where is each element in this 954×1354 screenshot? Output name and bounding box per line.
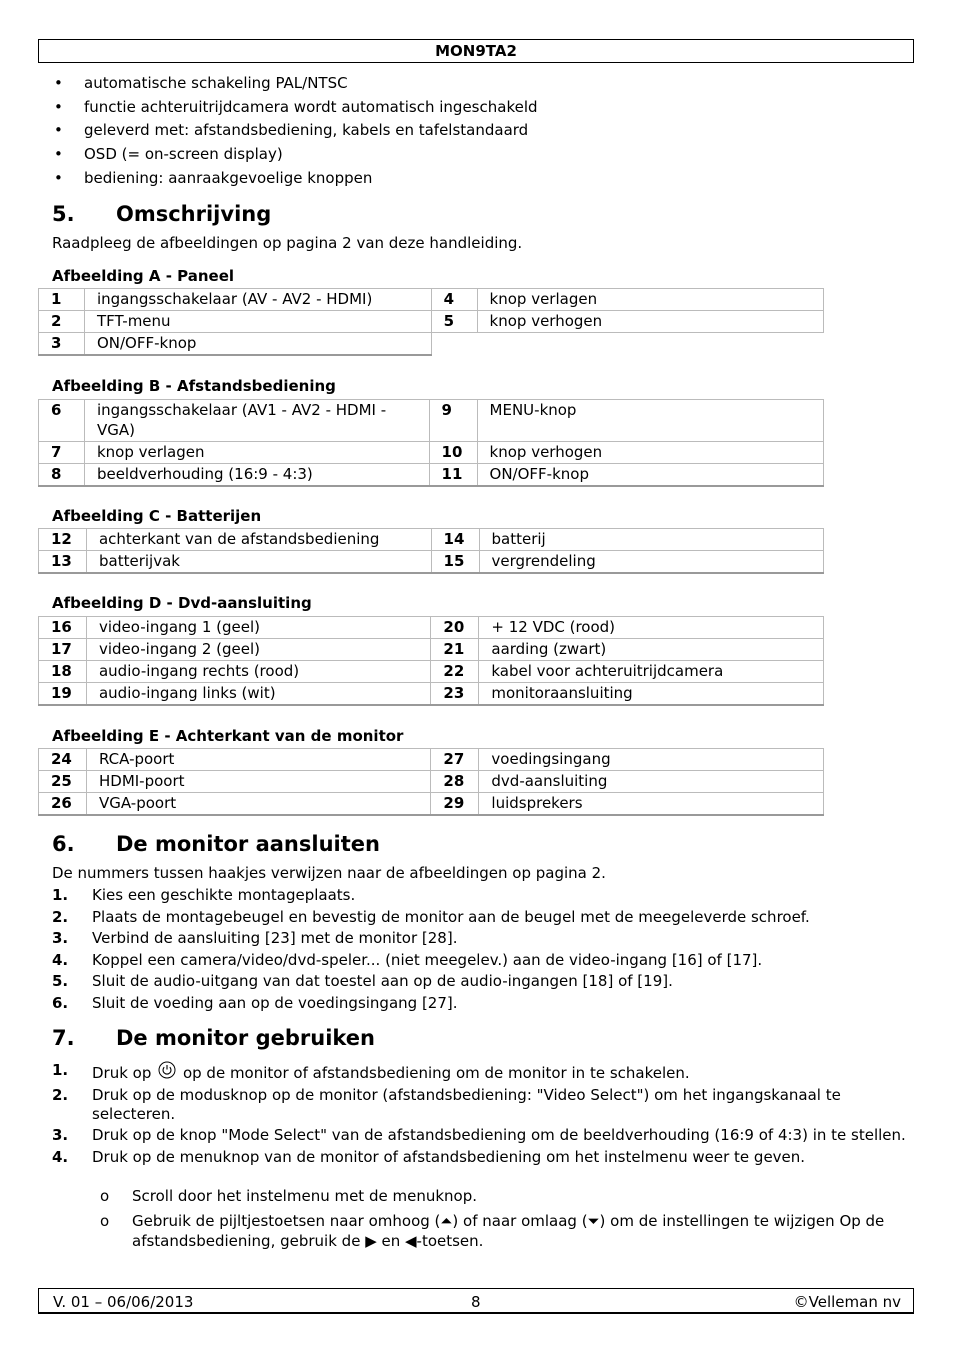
- step-number: 2.: [52, 1085, 69, 1104]
- section-number: 7.: [52, 1026, 75, 1050]
- step-text: Druk op de menuknop van de monitor of afstandsbediening om het instelmenu weer te geven.: [92, 1147, 806, 1166]
- step-number: 4.: [52, 950, 69, 969]
- item-label: batterijvak: [86, 551, 431, 573]
- list-item: [52, 994, 912, 1013]
- figure-d-table: [38, 616, 824, 706]
- section-number: 5.: [52, 202, 75, 226]
- table-row: [39, 683, 824, 705]
- item-label: batterij: [479, 529, 823, 551]
- figure-b-caption: Afbeelding B - Afstandsbediening: [52, 377, 336, 395]
- item-label: knop verlagen: [84, 442, 429, 464]
- connect-steps: [52, 886, 912, 1016]
- item-label: achterkant van de afstandsbediening: [86, 529, 431, 551]
- empty-cell: [431, 333, 823, 355]
- section-5-heading: [52, 202, 271, 226]
- power-icon: [158, 1061, 176, 1079]
- step-number: 6.: [52, 993, 69, 1012]
- list-item: [52, 951, 912, 970]
- sub-text: Gebruik de pijltjestoetsen naar omhoog (⏶) of naar omlaag (⏷) om de instellingen te wijzigen Op de afstandsbediening, gebruik de ▶ en ◀-toetsen.: [132, 1212, 885, 1250]
- step-text-pre: Druk op: [92, 1064, 152, 1082]
- header-title: MON9TA2: [435, 42, 517, 60]
- item-label: voedingsingang: [479, 749, 824, 771]
- list-item: • automatische schakeling PAL/NTSC: [52, 72, 538, 96]
- item-number: 20: [431, 617, 479, 639]
- section-title: De monitor aansluiten: [116, 832, 380, 856]
- table-row: [39, 442, 824, 464]
- table-row: [39, 529, 824, 551]
- item-number: 23: [431, 683, 479, 705]
- table-row: [39, 400, 824, 442]
- usage-steps: [52, 1061, 912, 1169]
- item-number: 22: [431, 661, 479, 683]
- section-5-intro: Raadpleeg de afbeeldingen op pagina 2 van deze handleiding.: [52, 234, 523, 252]
- item-label: MENU-knop: [477, 400, 823, 442]
- item-label: beeldverhouding (16:9 - 4:3): [84, 464, 429, 486]
- item-label: HDMI-poort: [86, 771, 430, 793]
- step-text: Sluit de voeding aan op de voedingsingang [27].: [92, 993, 458, 1012]
- table-row: [39, 289, 824, 311]
- item-number: 3: [39, 333, 85, 355]
- list-item: [52, 1126, 912, 1145]
- item-label: VGA-poort: [86, 793, 430, 815]
- page-header: [38, 39, 914, 63]
- item-label: ON/OFF-knop: [477, 464, 823, 486]
- table-row: [39, 771, 824, 793]
- item-number: 14: [431, 529, 479, 551]
- item-label: video-ingang 2 (geel): [86, 639, 430, 661]
- item-number: 10: [429, 442, 477, 464]
- table-row: [39, 464, 824, 486]
- item-label: knop verhogen: [477, 442, 823, 464]
- step-number: 3.: [52, 929, 69, 948]
- step-number: 1.: [52, 886, 69, 904]
- table-row: [39, 617, 824, 639]
- step-text: Druk op de knop "Mode Select" van de afstandsbediening om de beeldverhouding (16:9 of 4:3) in te stellen.: [92, 1126, 906, 1145]
- item-number: 26: [39, 793, 87, 815]
- step-number: 1.: [52, 1061, 69, 1079]
- list-item: [52, 929, 912, 948]
- item-number: 4: [431, 289, 477, 311]
- table-row: [39, 793, 824, 815]
- footer-version: V. 01 – 06/06/2013: [53, 1293, 194, 1311]
- list-item: [52, 908, 912, 927]
- item-number: 13: [39, 551, 87, 573]
- sub-text: Scroll door het instelmenu met de menuknop.: [132, 1187, 477, 1205]
- section-7-heading: [52, 1026, 375, 1050]
- step-text: Plaats de montagebeugel en bevestig de monitor aan de beugel met de meegeleverde schroef.: [92, 907, 810, 926]
- item-number: 8: [39, 464, 85, 486]
- step-number: 4.: [52, 1147, 69, 1166]
- item-number: 18: [39, 661, 87, 683]
- list-item: [100, 1186, 900, 1206]
- list-item: [52, 1148, 912, 1167]
- item-number: 9: [429, 400, 477, 442]
- list-item: • geleverd met: afstandsbediening, kabels en tafelstandaard: [52, 119, 538, 143]
- item-label: audio-ingang links (wit): [86, 683, 430, 705]
- item-label: ingangsschakelaar (AV1 - AV2 - HDMI - VGA): [84, 400, 429, 442]
- item-number: 16: [39, 617, 87, 639]
- item-label: video-ingang 1 (geel): [86, 617, 430, 639]
- item-number: 29: [431, 793, 479, 815]
- list-item: • OSD (= on-screen display): [52, 143, 538, 167]
- section-number: 6.: [52, 832, 75, 856]
- figure-e-caption: Afbeelding E - Achterkant van de monitor: [52, 727, 404, 745]
- section-6-heading: [52, 832, 380, 856]
- item-number: 5: [431, 311, 477, 333]
- list-item: • functie achteruitrijdcamera wordt automatisch ingeschakeld: [52, 96, 538, 120]
- step-text: Koppel een camera/video/dvd-speler... (niet meegelev.) aan de video-ingang [16] of [17].: [92, 950, 763, 969]
- figure-d-caption: Afbeelding D - Dvd-aansluiting: [52, 594, 312, 612]
- list-item: [52, 972, 912, 991]
- item-label: luidsprekers: [479, 793, 824, 815]
- item-label: knop verhogen: [477, 311, 823, 333]
- feature-list: [52, 72, 538, 190]
- table-row: [39, 333, 824, 355]
- item-number: 27: [431, 749, 479, 771]
- table-row: [39, 311, 824, 333]
- figure-b-table: [38, 399, 824, 487]
- step-number: 2.: [52, 907, 69, 926]
- step-text: Kies een geschikte montageplaats.: [92, 886, 356, 904]
- section-title: Omschrijving: [116, 202, 272, 226]
- item-label: aarding (zwart): [479, 639, 824, 661]
- section-title: De monitor gebruiken: [116, 1026, 375, 1050]
- item-number: 12: [39, 529, 87, 551]
- item-number: 11: [429, 464, 477, 486]
- step-number: 5.: [52, 972, 69, 991]
- item-number: 25: [39, 771, 87, 793]
- item-label: vergrendeling: [479, 551, 823, 573]
- item-label: audio-ingang rechts (rood): [86, 661, 430, 683]
- figure-a-caption: Afbeelding A - Paneel: [52, 267, 235, 285]
- menu-sub-steps: [100, 1186, 900, 1251]
- item-label: kabel voor achteruitrijdcamera: [479, 661, 824, 683]
- sub-marker: o: [100, 1212, 110, 1230]
- item-number: 28: [431, 771, 479, 793]
- item-label: TFT-menu: [84, 311, 431, 333]
- table-row: [39, 551, 824, 573]
- item-number: 2: [39, 311, 85, 333]
- item-label: ON/OFF-knop: [84, 333, 431, 355]
- item-label: + 12 VDC (rood): [479, 617, 824, 639]
- list-item: [52, 886, 912, 905]
- figure-a-table: [38, 288, 824, 356]
- section-6-intro: De nummers tussen haakjes verwijzen naar de afbeeldingen op pagina 2.: [52, 864, 606, 882]
- item-number: 19: [39, 683, 87, 705]
- step-text-post: op de monitor of afstandsbediening om de monitor in te schakelen.: [182, 1064, 690, 1082]
- list-item: [100, 1211, 900, 1251]
- table-row: [39, 661, 824, 683]
- item-label: dvd-aansluiting: [479, 771, 824, 793]
- item-number: 6: [39, 400, 85, 442]
- figure-c-caption: Afbeelding C - Batterijen: [52, 507, 262, 525]
- list-item: [52, 1086, 912, 1124]
- item-number: 21: [431, 639, 479, 661]
- step-number: 3.: [52, 1126, 69, 1145]
- item-label: knop verlagen: [477, 289, 823, 311]
- item-number: 24: [39, 749, 87, 771]
- item-number: 1: [39, 289, 85, 311]
- figure-e-table: [38, 748, 824, 816]
- item-number: 15: [431, 551, 479, 573]
- step-text: Sluit de audio-uitgang van dat toestel aan op de audio-ingangen [18] of [19].: [92, 972, 673, 991]
- item-number: 7: [39, 442, 85, 464]
- item-label: ingangsschakelaar (AV - AV2 - HDMI): [84, 289, 431, 311]
- table-row: [39, 639, 824, 661]
- list-item: • bediening: aanraakgevoelige knoppen: [52, 167, 538, 191]
- sub-marker: o: [100, 1187, 110, 1205]
- item-number: 17: [39, 639, 87, 661]
- list-item: [52, 1061, 912, 1083]
- step-text: Druk op de modusknop op de monitor (afstandsbediening: "Video Select") om het ingangskanaal te selecteren.: [92, 1085, 841, 1123]
- footer-copyright: ©Velleman nv: [793, 1293, 901, 1311]
- item-label: RCA-poort: [86, 749, 430, 771]
- footer-page-number: 8: [471, 1293, 481, 1311]
- step-text: Verbind de aansluiting [23] met de monitor [28].: [92, 929, 458, 948]
- page-footer: [38, 1288, 914, 1314]
- figure-c-table: [38, 528, 824, 574]
- item-label: monitoraansluiting: [479, 683, 824, 705]
- table-row: [39, 749, 824, 771]
